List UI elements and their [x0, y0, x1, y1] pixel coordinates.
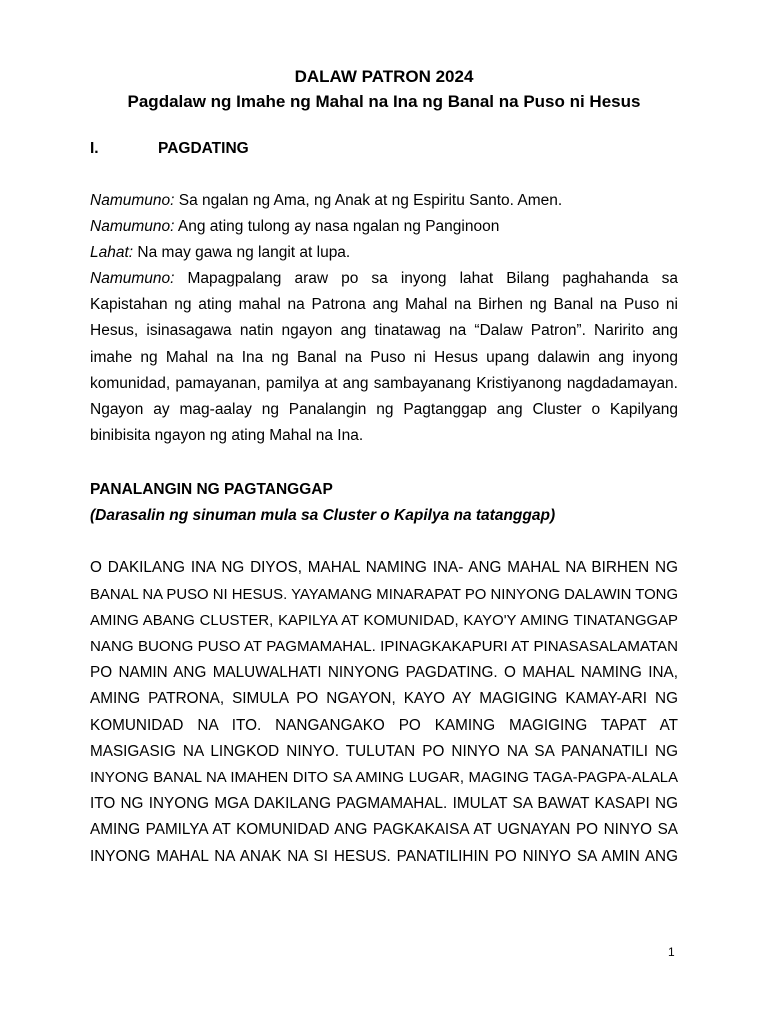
page-content	[90, 64, 678, 870]
prayer-line: MASIGASIG NA LINGKOD NINYO. TULUTAN PO NINYO NA SA PANANATILI NG	[90, 742, 678, 760]
section-label: PAGDATING	[158, 140, 249, 157]
speaker-label: Lahat:	[90, 244, 134, 261]
prayer-header	[90, 477, 678, 529]
exchange-text: Ang ating tulong ay nasa ngalan ng Panginoon	[174, 218, 500, 235]
prayer-line: PO NAMIN ANG MALUWALHATI NINYONG PAGDATING. O MAHAL NAMING INA,	[90, 664, 678, 682]
prayer-line: NANG BUONG PUSO AT PAGMAMAHAL. IPINAGKAKAPURI AT PINASASALAMATAN	[90, 638, 678, 656]
exchange-line	[90, 240, 678, 266]
exchange-text: Na may gawa ng langit at lupa.	[133, 244, 351, 261]
speaker-label: Namumuno:	[90, 270, 175, 287]
exchange-text: Sa ngalan ng Ama, ng Anak at ng Espiritu Santo. Amen.	[174, 192, 563, 209]
speaker-label: Namumuno:	[90, 192, 175, 209]
page-number: 1	[668, 945, 675, 959]
prayer-line: ITO NG INYONG MGA DAKILANG PAGMAMAHAL. IMULAT SA BAWAT KASAPI NG	[90, 795, 678, 813]
prayer-instruction: (Darasalin ng sinuman mula sa Cluster o Kapilya na tatanggap)	[90, 507, 556, 525]
prayer-line: INYONG MAHAL NA ANAK NA SI HESUS. PANATILIHIN PO NINYO SA AMIN ANG	[90, 847, 678, 865]
prayer-line: AMING ABANG CLUSTER, KAPILYA AT KOMUNIDAD, KAYO'Y AMING TINATANGGAP	[90, 612, 678, 629]
section-number: I.	[90, 140, 99, 157]
prayer-line: KOMUNIDAD NA ITO. NANGANGAKO PO KAMING MAGIGING TAPAT AT	[90, 716, 678, 734]
prayer-line: AMING PATRONA, SIMULA PO NGAYON, KAYO AY MAGIGING KAMAY-ARI NG	[90, 690, 678, 708]
prayer-heading: PANALANGIN NG PAGTANGGAP	[90, 481, 333, 499]
document-subtitle: Pagdalaw ng Imahe ng Mahal na Ina ng Banal na Puso ni Hesus	[127, 92, 641, 111]
prayer-line: O DAKILANG INA NG DIYOS, MAHAL NAMING INA- ANG MAHAL NA BIRHEN NG	[90, 559, 678, 577]
prayer-line: INYONG BANAL NA IMAHEN DITO SA AMING LUGAR, MAGING TAGA-PAGPA-ALALA	[90, 770, 678, 787]
opening-exchanges	[90, 188, 678, 266]
prayer-text	[90, 555, 678, 869]
prayer-line: AMING PAMILYA AT KOMUNIDAD ANG PAGKAKAISA AT UGNAYAN PO NINYO SA	[90, 821, 678, 839]
document-title: DALAW PATRON 2024	[294, 67, 474, 86]
intro-text: Mapagpalang araw po sa inyong lahat Bilang paghahanda sa Kapistahan ng ating mahal na Patrona ang Mahal na Birhen ng Banal na Puso ni Hesus, isinasagawa natin ngayon ang tinatawag na “Dalaw Patron”. Naririto ang imahe ng Mahal na Ina ng Banal na Puso ni Hesus upang dalawin ang inyong komunidad, pamayanan, pamilya at ang sambayanang Kristiyanong nagdadamayan. Ngayon ay mag-aalay ng Panalangin ng Pagtanggap ang Cluster o Kapilyang binibisita ngayon ng ating Mahal na Ina.	[90, 270, 678, 445]
intro-paragraph	[90, 266, 678, 449]
section-heading	[90, 138, 678, 160]
prayer-line: BANAL NA PUSO NI HESUS. YAYAMANG MINARAPAT PO NINYONG DALAWIN TONG	[90, 586, 679, 603]
exchange-line	[90, 188, 678, 214]
speaker-label: Namumuno:	[90, 218, 175, 235]
exchange-line	[90, 214, 678, 240]
